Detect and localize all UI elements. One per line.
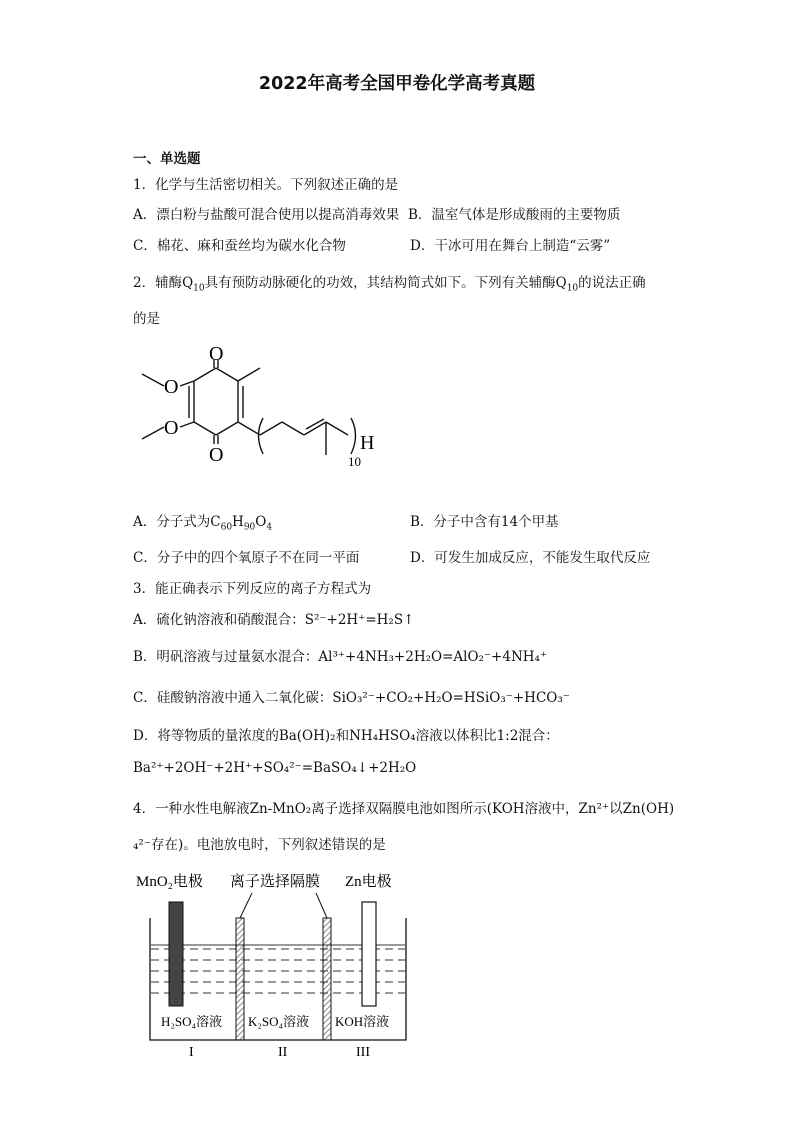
q2-sub: 10 [193,283,205,294]
membrane-left [236,918,244,1040]
battery-diagram [130,866,420,1062]
q2-option-a [133,510,272,533]
q2-sub-2: 10 [566,283,579,294]
q2-option-b: B．分子中含有14个甲基 [410,514,559,530]
q1-option-a: A．漂白粉与盐酸可混合使用以提高消毒效果 [133,207,400,223]
mno2-electrode [169,902,183,1006]
struct-o-top: O [209,343,224,365]
struct-subscript-10: 10 [348,454,361,469]
q2-stem [133,271,646,294]
page-title: 2022年高考全国甲卷化学高考真题 [258,74,536,94]
q1-option-d: D．干冰可用在舞台上制造“云雾” [410,238,611,254]
q1-option-b: B．温室气体是形成酸雨的主要物质 [408,207,621,223]
q2-q-2: Q [555,275,567,291]
q2-stem-line2: 的是 [133,311,160,327]
label-region-1: I [189,1045,194,1060]
zn-electrode [362,902,376,1006]
q3-a-text: A．硫化钠溶液和硝酸混合： [133,612,305,628]
q1-stem: 1．化学与生活密切相关。下列叙述正确的是 [133,177,399,193]
label-mno2-electrode: MnO₂电极 [136,874,203,890]
q2-a-o: O [255,514,267,530]
q3-option-d: D．将等物质的量浓度的Ba(OH)₂和NH₄HSO₄溶液以体积比1:2混合： [133,728,559,744]
q3-option-a [133,608,414,628]
struct-o-bottom: O [209,444,224,466]
q2-option-c: C．分子中的四个氧原子不在同一平面 [133,550,360,566]
q2-q: Q [182,275,194,291]
q2-stem-c: 的说法正确 [578,275,646,291]
q3-option-c [133,686,570,706]
q2-stem-b: 具有预防动脉硬化的功效，其结构简式如下。下列有关辅酶 [204,275,556,291]
q2-stem-a: 2．辅酶 [133,275,183,291]
q3-b-eq: Al³⁺+4NH₃+2H₂O=AlO₂⁻+4NH₄⁺ [318,649,548,665]
label-region-2: II [278,1045,288,1060]
q3-c-text: C．硅酸钠溶液中通入二氧化碳： [133,690,333,706]
label-zn-electrode: Zn电极 [345,874,392,890]
q4-stem-line2: ₄²⁻存在)。电池放电时，下列叙述错误的是 [133,837,386,853]
struct-o-left1: O [164,376,179,398]
q3-option-b [133,645,547,665]
struct-h: H [360,432,375,454]
q3-b-text: B．明矾溶液与过量氨水混合： [133,649,319,665]
label-solution-2: K₂SO₄溶液 [248,1014,310,1029]
q2-a-h: H [232,514,244,530]
q2-a-h-sub: 90 [243,522,256,533]
q2-option-d: D．可发生加成反应，不能发生取代反应 [410,550,651,566]
label-membrane: 离子选择隔膜 [230,874,321,890]
q3-c-eq: SiO₃²⁻+CO₂+H₂O=HSiO₃⁻+HCO₃⁻ [332,690,570,706]
label-solution-1: H₂SO₄溶液 [161,1014,223,1029]
membrane-right [323,918,331,1040]
q2-a-c-sub: 60 [220,522,233,533]
q2-a-c: C [210,514,221,530]
label-solution-3: KOH溶液 [335,1014,390,1029]
label-region-3: III [356,1045,370,1060]
q2-a-pre: A．分子式为 [133,514,211,530]
q1-option-c: C．棉花、麻和蚕丝均为碳水化合物 [133,238,346,254]
q4-stem-line1: 4．一种水性电解液Zn-MnO₂离子选择双隔膜电池如图所示(KOH溶液中，Zn²⁺以Zn(OH) [133,801,675,817]
q3-a-eq: S²⁻+2H⁺=H₂S↑ [304,612,415,628]
q3-stem: 3．能正确表示下列反应的离子方程式为 [133,581,372,597]
q3-option-d-equation: Ba²⁺+2OH⁻+2H⁺+SO₄²⁻=BaSO₄↓+2H₂O [133,760,417,776]
section-heading: 一、单选题 [133,151,201,167]
coenzyme-q10-structure [130,338,390,478]
struct-o-left2: O [164,417,179,439]
q2-a-o-sub: 4 [266,522,273,533]
